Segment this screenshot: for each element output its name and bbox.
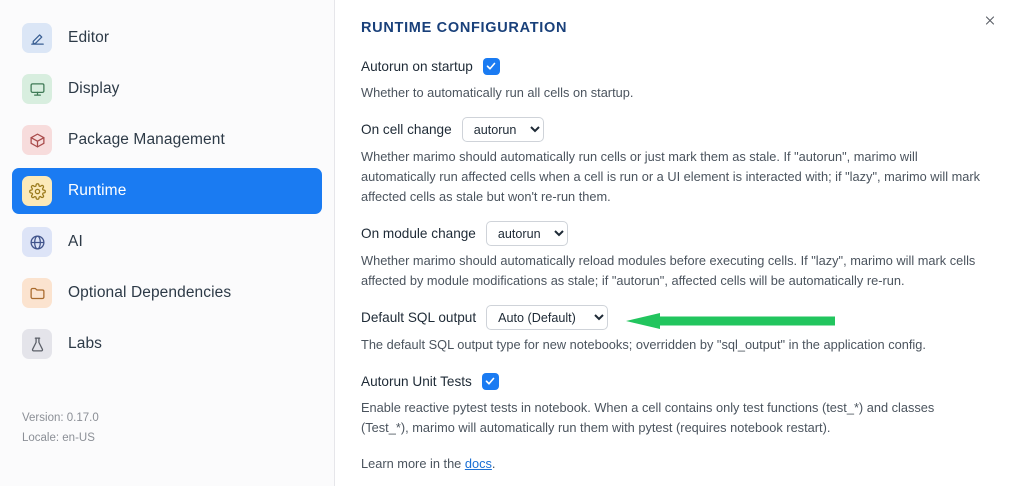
learn-more-text <box>361 456 984 471</box>
on-cell-change-select[interactable] <box>462 117 544 142</box>
sidebar-footer <box>22 408 99 448</box>
setting-default-sql-output <box>361 305 984 355</box>
settings-panel <box>335 0 1014 486</box>
sidebar-item-optional-dependencies[interactable] <box>12 270 322 316</box>
settings-sidebar <box>0 0 335 486</box>
setting-label: On cell change <box>361 122 452 137</box>
autorun-unit-tests-checkbox[interactable] <box>482 373 499 390</box>
sidebar-item-label: Package Management <box>68 131 225 148</box>
folder-icon <box>22 278 52 308</box>
setting-label: Autorun on startup <box>361 58 473 74</box>
setting-autorun-unit-tests <box>361 369 984 438</box>
setting-label: Autorun Unit Tests <box>361 373 472 389</box>
autorun-on-startup-checkbox[interactable] <box>483 58 500 75</box>
monitor-icon <box>22 74 52 104</box>
box-icon <box>22 125 52 155</box>
page-title: RUNTIME CONFIGURATION <box>361 20 568 36</box>
setting-description: Enable reactive pytest tests in notebook. When a cell contains only test functions (test_*) and classes (Test_*), marimo will automatically run them with pytest (requires notebook restart). <box>361 400 935 435</box>
setting-description: Whether marimo should automatically run cells or just mark them as stale. If "autorun", marimo will automatically run affected cells when a cell is run or a UI element is interacted with; if "lazy", marimo will mark affected cells as stale but won't re-run them. <box>361 149 981 204</box>
setting-label: On module change <box>361 226 476 241</box>
learn-more-prefix: Learn more in the <box>361 456 465 471</box>
setting-on-cell-change <box>361 117 984 207</box>
close-icon[interactable] <box>978 8 1002 32</box>
sidebar-item-labs[interactable] <box>12 321 322 367</box>
pencil-square-icon <box>22 23 52 53</box>
sidebar-item-ai[interactable] <box>12 219 322 265</box>
gear-icon <box>22 176 52 206</box>
docs-link[interactable]: docs <box>464 456 492 471</box>
sidebar-item-label: Optional Dependencies <box>68 284 232 301</box>
sidebar-item-label: Runtime <box>68 182 127 199</box>
locale-label: Locale: en-US <box>22 432 95 444</box>
sidebar-item-label: Labs <box>68 335 103 352</box>
sidebar-item-editor[interactable] <box>12 15 322 61</box>
setting-label: Default SQL output <box>361 310 477 325</box>
sidebar-item-label: AI <box>68 233 83 250</box>
on-module-change-select[interactable] <box>486 221 568 246</box>
setting-autorun-on-startup <box>361 54 984 103</box>
sidebar-item-runtime[interactable] <box>12 168 322 214</box>
default-sql-output-select[interactable] <box>486 305 608 330</box>
learn-more-suffix: . <box>491 456 496 471</box>
setting-description: The default SQL output type for new notebooks; overridden by "sql_output" in the application config. <box>361 337 926 352</box>
flask-icon <box>22 329 52 359</box>
version-label: Version: 0.17.0 <box>22 412 99 424</box>
sidebar-item-label: Display <box>68 80 120 97</box>
setting-on-module-change <box>361 221 984 291</box>
atom-icon <box>22 227 52 257</box>
setting-description: Whether marimo should automatically reload modules before executing cells. If "lazy", marimo will mark cells affected by module modifications as stale; if "autorun", affected cells will be automatically re-run. <box>361 253 976 288</box>
setting-description: Whether to automatically run all cells on startup. <box>361 85 634 100</box>
sidebar-item-label: Editor <box>68 29 110 46</box>
sidebar-item-display[interactable] <box>12 66 322 112</box>
sidebar-item-package-management[interactable] <box>12 117 322 163</box>
